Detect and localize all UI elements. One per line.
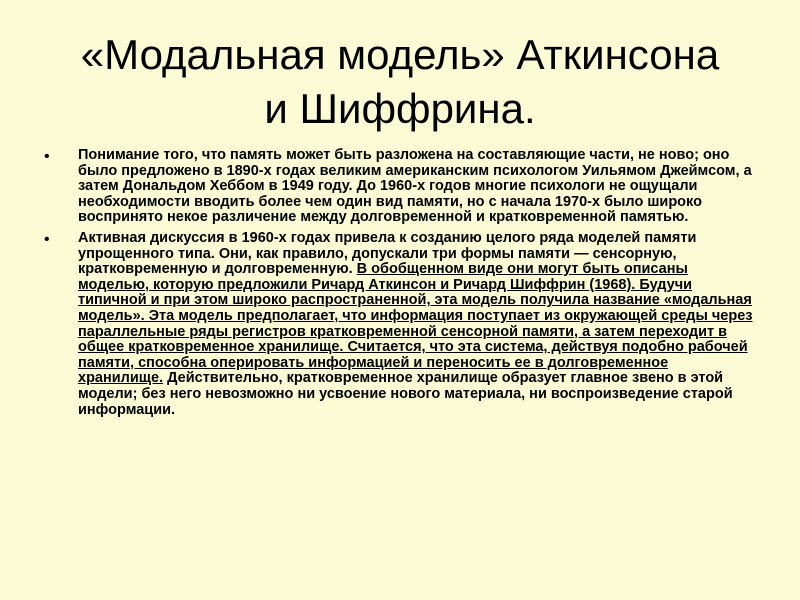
bullet-dot-icon: • [44,148,50,165]
bullet-list [44,148,756,423]
bullet-text-2-underlined: В обобщенном виде они могут быть описаны моделью, которую предложили Ричард Аткинсон и Ричард Шиффрин (1968). Будучи типичной и при этом широко распространенной, эта модель получила название «модальная модель». Эта модель предполагает, что информация поступает из окружающей среды через параллельные ряды регистров кратковременной сенсорной памяти, а затем переходит в общее кратковременное хранилище. Считается, что эта система, действуя подобно рабочей памяти, способна оперировать информацией и переносить ее в долговременное хранилище. [78,261,753,387]
title-line-2: и Шиффрина. [264,85,536,132]
bullet-item-2 [44,231,756,418]
title-line-1: «Модальная модель» Аткинсона [80,31,720,78]
bullet-item-1 [44,148,756,226]
bullet-text-2-start: Активная дискуссия в 1960-х годах привела к созданию целого ряда моделей памяти упрощенного типа. Они, как правило, допускали три формы памяти — сенсорную, кратковременную и долговременную. [78,229,697,278]
bullet-text-2-end: Действительно, кратковременное хранилище образует главное звено в этой модели; без него невозможно ни усвоение нового материала, ни воспроизведение старой информации. [78,370,733,418]
bullet-dot-icon: • [44,230,50,248]
slide-title [30,28,770,136]
bullet-text-1: Понимание того, что память может быть разложена на составляющие части, не ново; оно было предложено в 1890-х годах великим американским психологом Уильямом Джеймсом, а затем Дональдом Хеббом в 1949 году. До 1960-х годов многие психологи не ощущали необходимости вводить более чем один вид памяти, но с начала 1970-х было широко воспринято некое различение между долговременной и кратковременной памятью. [78,147,752,226]
